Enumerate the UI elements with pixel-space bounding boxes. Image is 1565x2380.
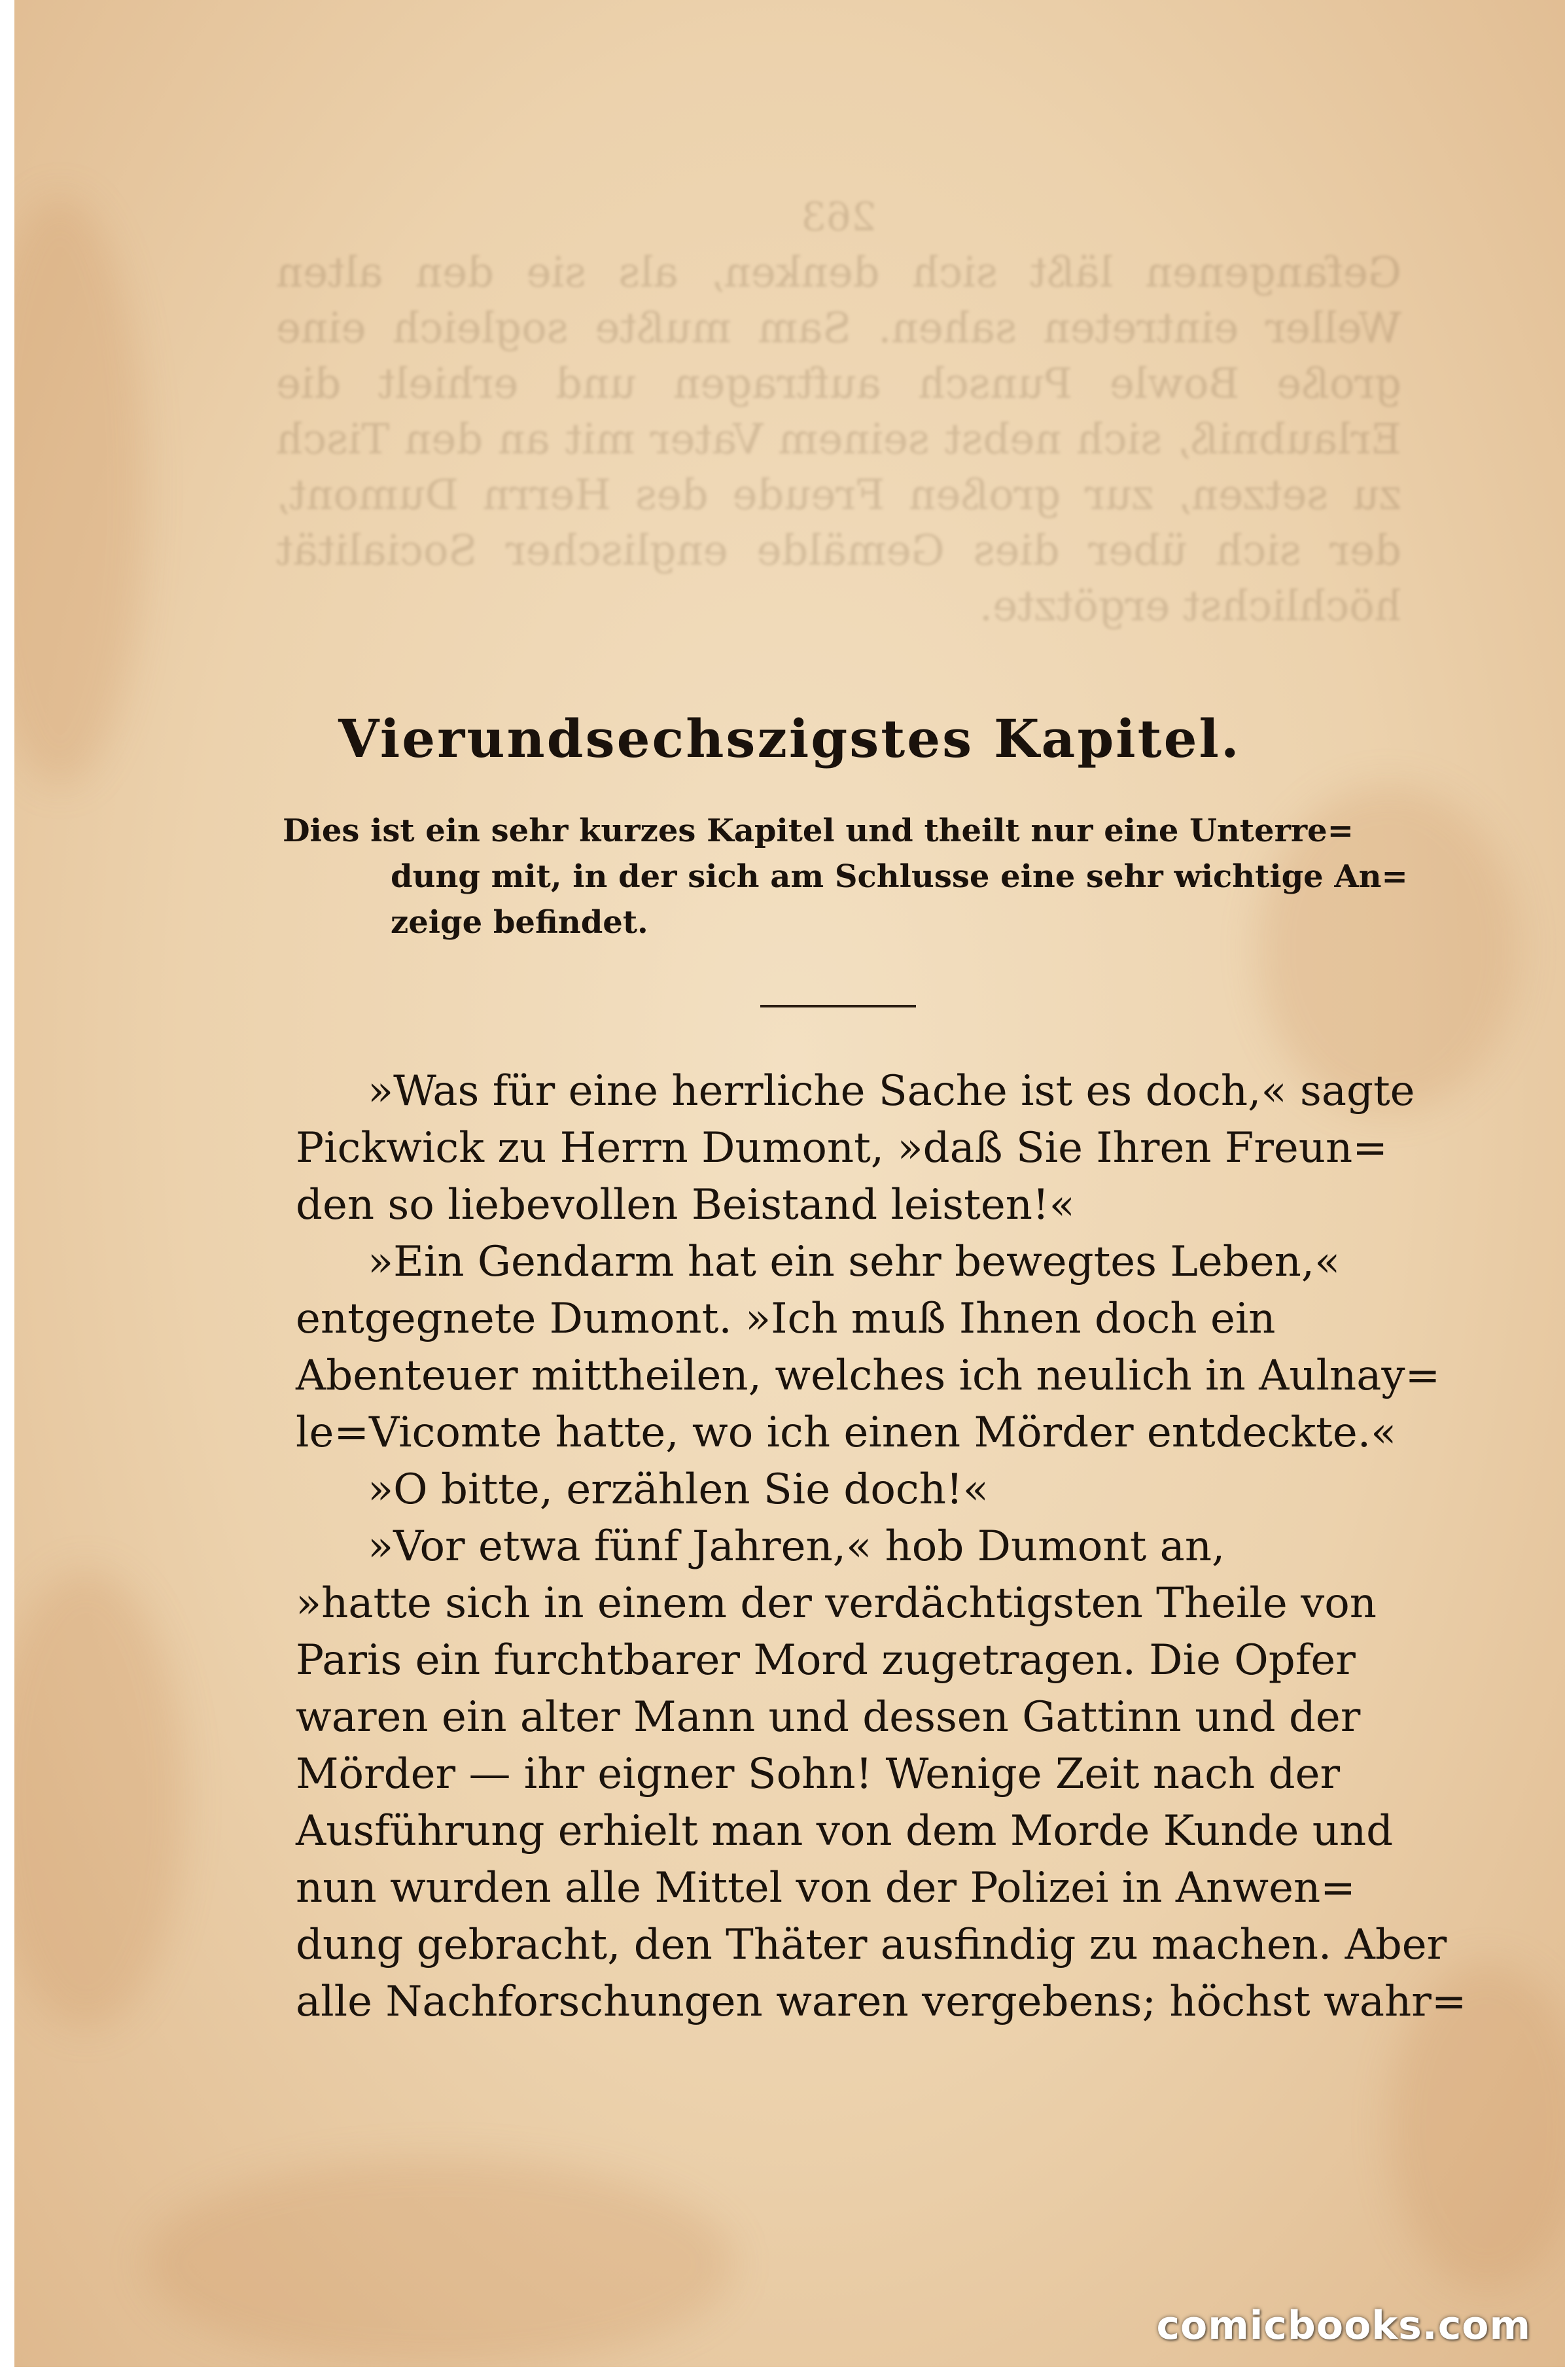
text-line: alle Nachforschungen waren vergebens; höchst wahr= xyxy=(296,1978,1467,2026)
text-line: waren ein alter Mann und dessen Gattinn und der xyxy=(296,1693,1361,1741)
text-line: »Ein Gendarm hat ein sehr bewegtes Leben,« xyxy=(368,1238,1341,1286)
text-line: dung gebracht, den Thäter ausfindig zu machen. Aber xyxy=(296,1921,1447,1969)
text-line: Mörder — ihr eigner Sohn! Wenige Zeit nach der xyxy=(296,1750,1341,1798)
summary-line: zeige befindet. xyxy=(391,904,648,941)
text-line: entgegnete Dumont. »Ich muß Ihnen doch ein xyxy=(296,1295,1276,1343)
summary-line: Dies ist ein sehr kurzes Kapitel und theilt nur eine Unterre= xyxy=(283,813,1354,849)
text-line: »hatte sich in einem der verdächtigsten Theile von xyxy=(296,1579,1377,1628)
watermark-logo: comicbooks.com xyxy=(1156,2303,1531,2349)
chapter-title: Vierundsechszigstes Kapitel. xyxy=(338,708,1241,769)
summary-line: dung mit, in der sich am Schlusse eine sehr wichtige An= xyxy=(391,858,1408,895)
chapter-summary xyxy=(283,808,1408,945)
body-text xyxy=(296,1063,1467,2031)
text-line: Abenteuer mittheilen, welches ich neulich in Aulnay= xyxy=(296,1352,1441,1400)
text-line: le=Vicomte hatte, wo ich einen Mörder entdeckte.« xyxy=(296,1409,1397,1457)
text-line: Ausführung erhielt man von dem Morde Kunde und xyxy=(296,1807,1394,1855)
text-line: den so liebevollen Beistand leisten!« xyxy=(296,1181,1075,1229)
text-line: Paris ein furchtbarer Mord zugetragen. Die Opfer xyxy=(296,1636,1356,1685)
stain xyxy=(145,2159,734,2367)
text-line: »Was für eine herrliche Sache ist es doch,« sagte xyxy=(368,1067,1415,1115)
bleed-through-text: 263 Gefangenen läßt sich denken, als sie den alten Weller eintreten sahen. Sam mußte sogleich eine große Bowle Punsch auftragen und erhielt die Erlaubniß, sich nebst seinem Vater mit an den Tisch zu setzen, zur großen Freude des Herrn Dumont, der sich über dies Gemälde englischer Socialität höchlichst ergötzte. xyxy=(276,194,1401,631)
book-page xyxy=(14,0,1565,2367)
text-line: nun wurden alle Mittel von der Polizei in Anwen= xyxy=(296,1864,1356,1912)
stain xyxy=(14,1570,185,2028)
text-line: »Vor etwa fünf Jahren,« hob Dumont an, xyxy=(368,1522,1225,1571)
section-divider xyxy=(760,1005,916,1007)
stain xyxy=(14,196,145,785)
text-line: Pickwick zu Herrn Dumont, »daß Sie Ihren Freun= xyxy=(296,1124,1388,1172)
text-line: »O bitte, erzählen Sie doch!« xyxy=(368,1465,989,1514)
